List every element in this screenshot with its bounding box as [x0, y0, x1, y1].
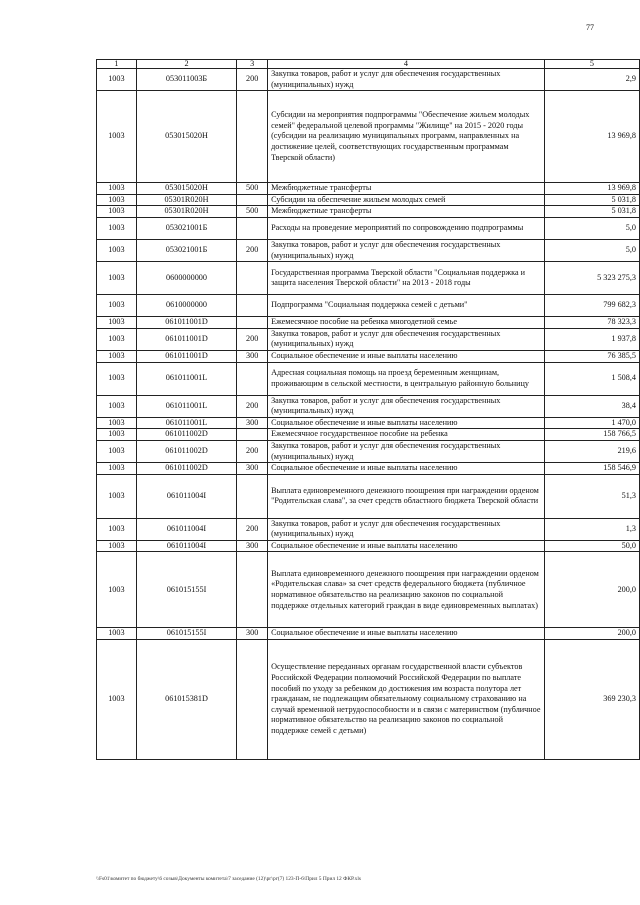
expense-type-cell: 300 — [237, 540, 268, 552]
table-row — [97, 217, 640, 239]
header-cell-3: 3 — [237, 60, 268, 69]
expense-type-cell: 300 — [237, 463, 268, 475]
section-code-cell: 1003 — [97, 194, 137, 206]
expense-type-cell — [237, 640, 268, 760]
target-article-cell: 061011001D — [136, 350, 236, 362]
table-row — [97, 183, 640, 195]
section-code-cell: 1003 — [97, 69, 137, 91]
table-row — [97, 518, 640, 540]
table-row — [97, 69, 640, 91]
amount-cell: 200,0 — [544, 628, 639, 640]
table-row — [97, 328, 640, 350]
header-row — [97, 60, 640, 69]
table-row — [97, 194, 640, 206]
header-cell-1: 1 — [97, 60, 137, 69]
section-code-cell: 1003 — [97, 183, 137, 195]
target-article-cell: 053015020Н — [136, 91, 236, 183]
header-cell-5: 5 — [544, 60, 639, 69]
description-cell: Закупка товаров, работ и услуг для обеспечения государственных (муниципальных) нужд — [268, 440, 545, 462]
table-row — [97, 440, 640, 462]
target-article-cell: 061011002D — [136, 429, 236, 441]
amount-cell: 13 969,8 — [544, 91, 639, 183]
expense-type-cell: 200 — [237, 328, 268, 350]
target-article-cell: 0610000000 — [136, 295, 236, 317]
table-row — [97, 463, 640, 475]
table-row — [97, 206, 640, 218]
header-cell-4: 4 — [268, 60, 545, 69]
amount-cell: 76 385,5 — [544, 350, 639, 362]
section-code-cell: 1003 — [97, 395, 137, 417]
expense-type-cell — [237, 194, 268, 206]
section-code-cell: 1003 — [97, 217, 137, 239]
target-article-cell: 053021001Б — [136, 217, 236, 239]
table-row — [97, 628, 640, 640]
amount-cell: 38,4 — [544, 395, 639, 417]
amount-cell: 219,6 — [544, 440, 639, 462]
expense-type-cell: 200 — [237, 69, 268, 91]
expense-type-cell — [237, 317, 268, 329]
section-code-cell: 1003 — [97, 328, 137, 350]
table-row — [97, 417, 640, 429]
expense-type-cell: 300 — [237, 628, 268, 640]
description-cell: Субсидии на обеспечение жильем молодых семей — [268, 194, 545, 206]
target-article-cell: 053011003Б — [136, 69, 236, 91]
description-cell: Закупка товаров, работ и услуг для обеспечения государственных (муниципальных) нужд — [268, 395, 545, 417]
section-code-cell: 1003 — [97, 628, 137, 640]
expense-type-cell: 500 — [237, 206, 268, 218]
table-row — [97, 317, 640, 329]
section-code-cell: 1003 — [97, 239, 137, 261]
amount-cell: 2,9 — [544, 69, 639, 91]
description-cell: Социальное обеспечение и иные выплаты населению — [268, 540, 545, 552]
section-code-cell: 1003 — [97, 474, 137, 518]
description-cell: Закупка товаров, работ и услуг для обеспечения государственных (муниципальных) нужд — [268, 239, 545, 261]
section-code-cell: 1003 — [97, 262, 137, 295]
target-article-cell: 061011001D — [136, 328, 236, 350]
amount-cell: 1 508,4 — [544, 362, 639, 395]
amount-cell: 158 766,5 — [544, 429, 639, 441]
expense-type-cell: 200 — [237, 440, 268, 462]
description-cell: Субсидии на мероприятия подпрограммы "Обеспечение жильем молодых семей" федеральной целевой программы "Жилище" на 2015 - 2020 годы (субсидии на реализацию муниципальных программ, направленных на достижение целей, соответствующих государственным программам Тверской области) — [268, 91, 545, 183]
amount-cell: 5,0 — [544, 217, 639, 239]
amount-cell: 13 969,8 — [544, 183, 639, 195]
expense-type-cell: 200 — [237, 395, 268, 417]
description-cell: Закупка товаров, работ и услуг для обеспечения государственных (муниципальных) нужд — [268, 328, 545, 350]
expense-type-cell — [237, 552, 268, 628]
expense-type-cell — [237, 295, 268, 317]
description-cell: Подпрограмма "Социальная поддержка семей с детьми" — [268, 295, 545, 317]
expense-type-cell — [237, 91, 268, 183]
table-row — [97, 350, 640, 362]
amount-cell: 78 323,3 — [544, 317, 639, 329]
target-article-cell: 05301R020Н — [136, 194, 236, 206]
amount-cell: 369 230,3 — [544, 640, 639, 760]
table-row — [97, 474, 640, 518]
target-article-cell: 061011001L — [136, 395, 236, 417]
section-code-cell: 1003 — [97, 362, 137, 395]
table-row — [97, 640, 640, 760]
amount-cell: 5 031,8 — [544, 194, 639, 206]
expense-type-cell — [237, 474, 268, 518]
description-cell: Закупка товаров, работ и услуг для обеспечения государственных (муниципальных) нужд — [268, 518, 545, 540]
description-cell: Выплата единовременного денежного поощрения при награждении орденом «Родительская слава» за счет средств федерального бюджета (публичное нормативное обязательство на реализацию законов по социальной поддержке отдельных категорий граждан в виде единовременных выплатах) — [268, 552, 545, 628]
target-article-cell: 061011004I — [136, 540, 236, 552]
target-article-cell: 061011002D — [136, 463, 236, 475]
amount-cell: 5 323 275,3 — [544, 262, 639, 295]
table-row — [97, 262, 640, 295]
description-cell: Государственная программа Тверской области "Социальная поддержка и защита населения Тверской области" на 2013 - 2018 годы — [268, 262, 545, 295]
target-article-cell: 061011001D — [136, 317, 236, 329]
section-code-cell: 1003 — [97, 440, 137, 462]
table-row — [97, 362, 640, 395]
expense-type-cell: 300 — [237, 350, 268, 362]
expense-type-cell — [237, 262, 268, 295]
file-path-footer: \\Fs01\комитет по бюджету\6 созыв\Документы комитета\7 заседание (12)\рг\рг(7) 123-П-6\Прил 5 Прил 12 ФКР.xls — [96, 876, 361, 882]
page-number: 77 — [586, 23, 594, 32]
amount-cell: 1 937,8 — [544, 328, 639, 350]
target-article-cell: 061015155I — [136, 552, 236, 628]
section-code-cell: 1003 — [97, 91, 137, 183]
description-cell: Закупка товаров, работ и услуг для обеспечения государственных (муниципальных) нужд — [268, 69, 545, 91]
expense-type-cell: 300 — [237, 417, 268, 429]
target-article-cell: 0600000000 — [136, 262, 236, 295]
section-code-cell: 1003 — [97, 295, 137, 317]
amount-cell: 200,0 — [544, 552, 639, 628]
amount-cell: 5,0 — [544, 239, 639, 261]
target-article-cell: 053021001Б — [136, 239, 236, 261]
description-cell: Социальное обеспечение и иные выплаты населению — [268, 417, 545, 429]
target-article-cell: 061015155I — [136, 628, 236, 640]
description-cell: Социальное обеспечение и иные выплаты населению — [268, 350, 545, 362]
description-cell: Осуществление переданных органам государственной власти субъектов Российской Федерации полномочий Российской Федерации по выплате пособий по уходу за ребенком до достижения им возраста полутора лет гражданам, не подлежащим обязательному социальному страхованию на случай временной нетрудоспособности и в связи с материнством (публичное нормативное обязательство на реализацию законов по социальной поддержке семей с детьми) — [268, 640, 545, 760]
target-article-cell: 061011001L — [136, 417, 236, 429]
section-code-cell: 1003 — [97, 317, 137, 329]
description-cell: Ежемесячное пособие на ребенка многодетной семье — [268, 317, 545, 329]
amount-cell: 5 031,8 — [544, 206, 639, 218]
section-code-cell: 1003 — [97, 640, 137, 760]
section-code-cell: 1003 — [97, 350, 137, 362]
amount-cell: 1 470,0 — [544, 417, 639, 429]
expense-type-cell — [237, 429, 268, 441]
header-cell-2: 2 — [136, 60, 236, 69]
expense-type-cell: 200 — [237, 239, 268, 261]
description-cell: Расходы на проведение мероприятий по сопровождению подпрограммы — [268, 217, 545, 239]
description-cell: Межбюджетные трансферты — [268, 206, 545, 218]
table-row — [97, 239, 640, 261]
expense-type-cell — [237, 362, 268, 395]
amount-cell: 50,0 — [544, 540, 639, 552]
table-row — [97, 540, 640, 552]
expense-type-cell — [237, 217, 268, 239]
description-cell: Социальное обеспечение и иные выплаты населению — [268, 463, 545, 475]
section-code-cell: 1003 — [97, 540, 137, 552]
expense-type-cell: 500 — [237, 183, 268, 195]
amount-cell: 799 682,3 — [544, 295, 639, 317]
target-article-cell: 05301R020Н — [136, 206, 236, 218]
description-cell: Выплата единовременного денежного поощрения при награждении орденом "Родительская слава", за счет средств областного бюджета Тверской области — [268, 474, 545, 518]
target-article-cell: 061015381D — [136, 640, 236, 760]
section-code-cell: 1003 — [97, 417, 137, 429]
section-code-cell: 1003 — [97, 429, 137, 441]
amount-cell: 1,3 — [544, 518, 639, 540]
amount-cell: 51,3 — [544, 474, 639, 518]
target-article-cell: 061011001L — [136, 362, 236, 395]
target-article-cell: 053015020Н — [136, 183, 236, 195]
description-cell: Межбюджетные трансферты — [268, 183, 545, 195]
target-article-cell: 061011004I — [136, 474, 236, 518]
expense-type-cell: 200 — [237, 518, 268, 540]
target-article-cell: 061011002D — [136, 440, 236, 462]
table-row — [97, 295, 640, 317]
amount-cell: 158 546,9 — [544, 463, 639, 475]
table-row — [97, 395, 640, 417]
table-row — [97, 429, 640, 441]
section-code-cell: 1003 — [97, 206, 137, 218]
description-cell: Социальное обеспечение и иные выплаты населению — [268, 628, 545, 640]
section-code-cell: 1003 — [97, 552, 137, 628]
budget-table — [96, 59, 640, 760]
description-cell: Ежемесячное государственное пособие на ребенка — [268, 429, 545, 441]
section-code-cell: 1003 — [97, 463, 137, 475]
description-cell: Адресная социальная помощь на проезд беременным женщинам, проживающим в сельской местности, в центральную районную больницу — [268, 362, 545, 395]
table-row — [97, 552, 640, 628]
target-article-cell: 061011004I — [136, 518, 236, 540]
section-code-cell: 1003 — [97, 518, 137, 540]
table-row — [97, 91, 640, 183]
